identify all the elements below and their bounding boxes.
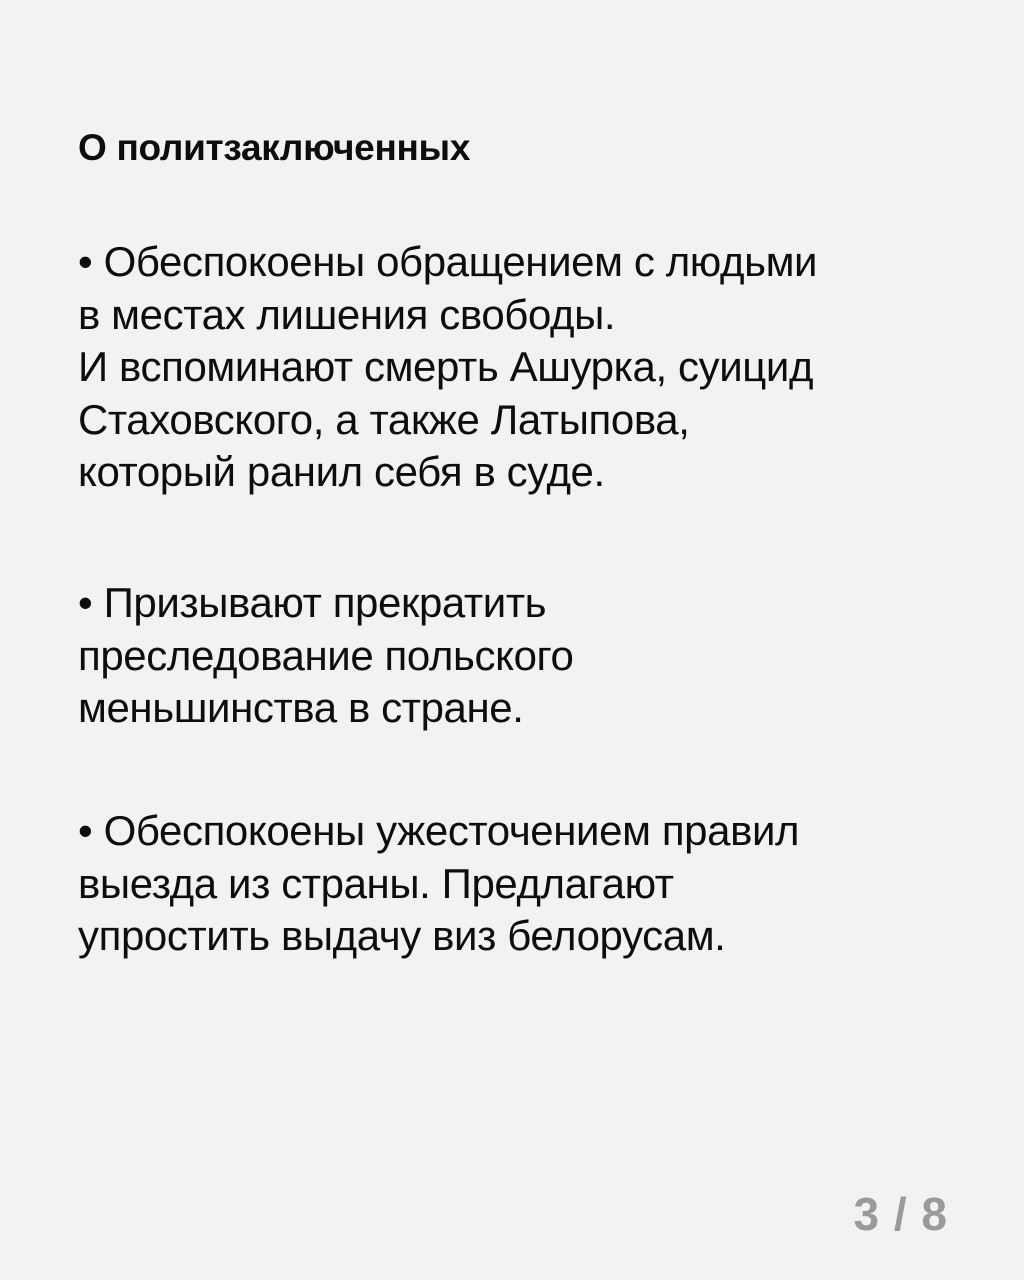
paragraph-line: • Призывают прекратить	[78, 579, 547, 626]
paragraph-line: выезда из страны. Предлагают	[78, 859, 674, 907]
slide-heading: О политзаключенных	[78, 127, 471, 168]
paragraph-line: преследование польского	[78, 631, 574, 679]
paragraph-line: в местах лишения свободы.	[78, 290, 616, 338]
bullet-paragraph-detention-conditions	[78, 236, 817, 499]
paragraph-line: • Обеспокоены обращением с людьми	[78, 238, 818, 285]
paragraph-line: который ранил себя в суде.	[78, 448, 605, 495]
paragraph-line: упростить выдачу виз белорусам.	[78, 912, 726, 959]
page-indicator: 3 / 8	[853, 1188, 948, 1240]
paragraph-line: Стаховского, а также Латыпова,	[78, 395, 690, 443]
bullet-paragraph-polish-minority	[78, 577, 573, 735]
paragraph-line: И вспоминают смерть Ашурка, суицид	[78, 343, 814, 390]
bullet-paragraph-exit-rules	[78, 805, 799, 963]
paragraph-line: меньшинства в стране.	[78, 684, 524, 731]
paragraph-line: • Обеспокоены ужесточением правил	[78, 807, 800, 854]
